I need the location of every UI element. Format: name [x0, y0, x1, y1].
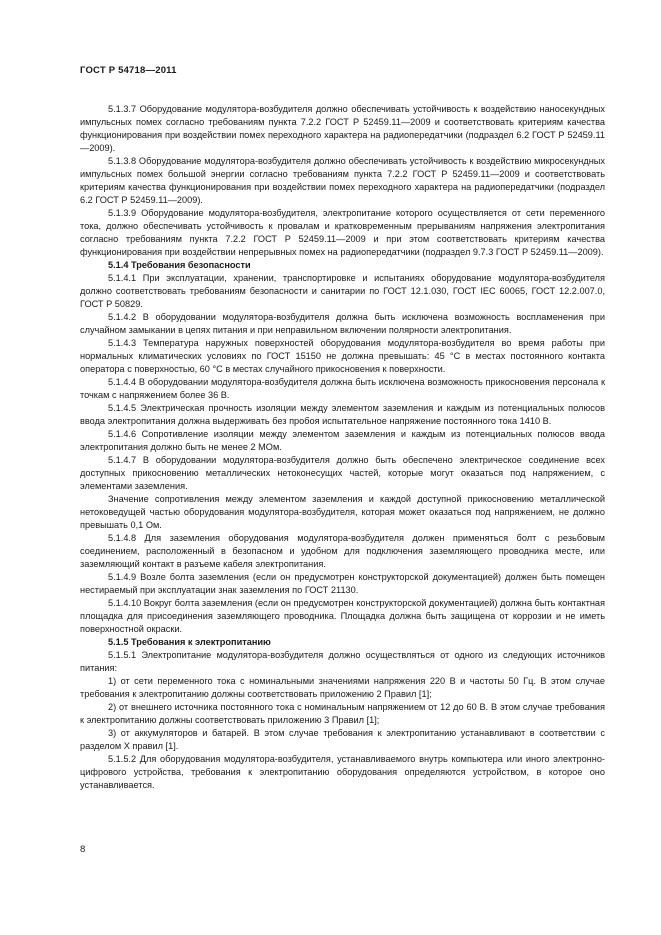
paragraph: 5.1.4.1 При эксплуатации, хранении, транспортировке и испытаниях оборудование модулятора-возбудителя должно соответствовать требованиям безопасности и санитарии по ГОСТ 12.1.030, ГОСТ IEC 60065, ГОСТ 12.2.007.0, ГОСТ Р 50829. [80, 273, 605, 309]
paragraph: 5.1.3.9 Оборудование модулятора-возбудителя, электропитание которого осуществляется от сети переменного тока, должно обеспечивать устойчивость к провалам и кратковременным прерываниям напряжения электропитания согласно требованиям пункта 7.2.2 ГОСТ Р 52459.11—2009 и при этом соответствовать критериям качества функционирования при воздействии непрерывных помех на радиопередатчики (подраздел 9.7.3 ГОСТ Р 52459.11—2009). [80, 208, 605, 257]
paragraph: 5.1.5.1 Электропитание модулятора-возбудителя должно осуществляться от одного из следующих источников питания: [80, 650, 605, 673]
paragraph: 5.1.5.2 Для оборудования модулятора-возбудителя, устанавливаемого внутрь компьютера или иного электронно-цифрового устройства, требования к электропитанию оборудования определяются устройством, в которое оно устанавливается. [80, 754, 605, 790]
paragraph: 5.1.4.7 В оборудовании модулятора-возбудителя должно быть обеспечено электрическое соединение всех доступных прикосновению металлических нетоконесущих частей, которые могут оказаться под напряжением, с элементами заземления. [80, 455, 605, 491]
page-number: 8 [80, 844, 86, 855]
paragraph: Значение сопротивления между элементом заземления и каждой доступной прикосновению металлической нетоковедущей частью оборудования модулятора-возбудителя, которая может оказаться под напряжением, не должно превышать 0,1 Ом. [80, 494, 605, 530]
paragraph: 5.1.4.3 Температура наружных поверхностей оборудования модулятора-возбудителя во время работы при нормальных климатических условиях по ГОСТ 15150 не должна превышать: 45 °С в местах постоянного контакта оператора с поверхностью, 60 °С в местах случайного прикосновения к поверхности. [80, 338, 605, 374]
paragraph: 5.1.4.2 В оборудовании модулятора-возбудителя должна быть исключена возможность воспламенения при случайном замыкании в цепях питания и при неправильном включении полярности электропитания. [80, 312, 605, 335]
paragraph: 5.1.4.9 Возле болта заземления (если он предусмотрен конструкторской документацией) должен быть помещен нестираемый при эксплуатации знак заземления по ГОСТ 21130. [80, 572, 605, 595]
section-heading: 5.1.5 Требования к электропитанию [108, 637, 271, 647]
document-body [80, 103, 605, 792]
paragraph: 5.1.4.8 Для заземления оборудования модулятора-возбудителя должен применяться болт с резьбовым соединением, расположенный в безопасном и удобном для подключения заземляющего проводника месте, или заземляющий контакт в разъеме кабеля электропитания. [80, 533, 605, 569]
list-item: 2) от внешнего источника постоянного тока с номинальным напряжением от 12 до 60 В. В этом случае требования к электропитанию должны соответствовать приложению 3 Правил [1]; [80, 702, 605, 725]
paragraph: 5.1.4.6 Сопротивление изоляции между элементом заземления и каждым из потенциальных полюсов ввода электропитания должно быть не менее 2 МОм. [80, 429, 605, 452]
paragraph: 5.1.3.7 Оборудование модулятора-возбудителя должно обеспечивать устойчивость к воздействию наносекундных импульсных помех согласно требованиям пункта 7.2.2 ГОСТ Р 52459.11—2009 и соответствовать критериям качества функционирования при воздействии помех переходного характера на радиопередатчики (подраздел 6.2 ГОСТ Р 52459.11—2009). [80, 104, 605, 153]
document-header: ГОСТ Р 54718—2011 [80, 65, 177, 76]
list-item: 1) от сети переменного тока с номинальными значениями напряжения 220 В и частоты 50 Гц. В этом случае требования к электропитанию должны соответствовать приложению 2 Правил [1]; [80, 676, 605, 699]
list-item: 3) от аккумуляторов и батарей. В этом случае требования к электропитанию устанавливают в соответствии с разделом X правил [1]. [80, 728, 605, 751]
paragraph: 5.1.4.10 Вокруг болта заземления (если он предусмотрен конструкторской документацией) должна быть контактная площадка для присоединения заземляющего проводника. Площадка должна быть защищена от коррозии и не иметь поверхностной окраски. [80, 598, 605, 634]
paragraph: 5.1.3.8 Оборудование модулятора-возбудителя должно обеспечивать устойчивость к воздействию микросекундных импульсных помех большой энергии согласно требованиям пункта 7.2.2 ГОСТ Р 52459.11—2009 и соответствовать критериям качества функционирования при воздействии помех переходного характера на радиопередатчики (подраздел 6.2 ГОСТ Р 52459.11—2009). [80, 156, 605, 205]
paragraph: 5.1.4.4 В оборудовании модулятора-возбудителя должна быть исключена возможность прикосновения персонала к точкам с напряжением более 36 В. [80, 377, 605, 400]
section-heading: 5.1.4 Требования безопасности [108, 260, 251, 270]
paragraph: 5.1.4.5 Электрическая прочность изоляции между элементом заземления и каждым из потенциальных полюсов ввода электропитания должна выдерживать без пробоя испытательное напряжение постоянного тока 1410 В. [80, 403, 605, 426]
